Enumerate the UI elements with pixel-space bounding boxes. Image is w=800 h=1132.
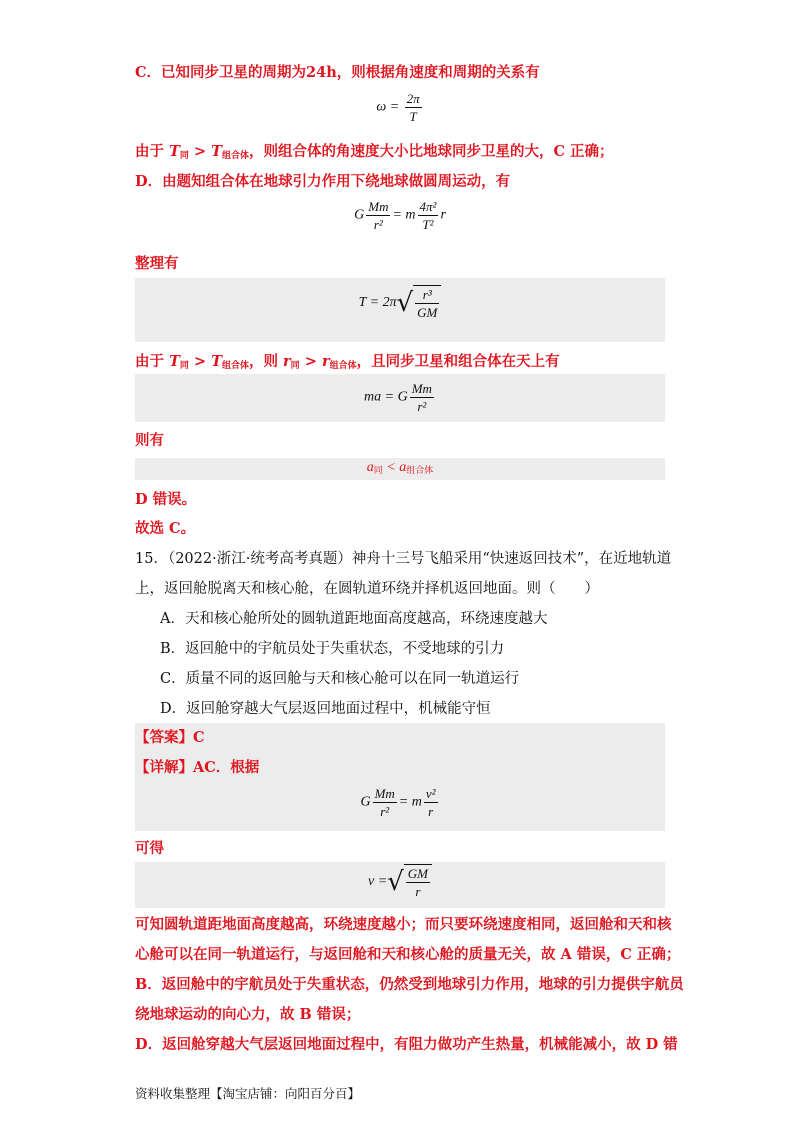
q15-option-a: A．天和核心舱所处的圆轨道距地面高度越高，环绕速度越大	[160, 611, 548, 627]
text-yuyu: 由于	[135, 353, 164, 370]
frac-Mm-r2: $\frac{Mm}{\text{r²}}$	[368, 199, 389, 232]
formula-omega	[135, 90, 665, 125]
formula-period: T = 2π√ $\frac{\text{r³}}{GM}$	[135, 285, 665, 321]
q15-option-b: B．返回舱中的宇航员处于失重状态，不受地球的引力	[160, 641, 505, 657]
sub-zuhe: 组合体	[221, 361, 249, 371]
sym-T: T	[211, 143, 222, 160]
part-d-step1: 整理有	[135, 255, 179, 272]
q15-answer	[135, 727, 665, 749]
part-d-choose: 故选 C。	[135, 520, 196, 537]
formula-a-compare	[135, 460, 665, 476]
formula-ma: ma = G $\frac{Mm}{\text{r²}}$	[364, 381, 432, 414]
sub-zuhe: 组合体	[329, 361, 357, 371]
part-c-conclusion-text: ，则组合体的角速度大小比地球同步卫星的大，C 正确；	[248, 143, 614, 160]
formula-omega-lhs: ω =	[376, 99, 400, 115]
sub-zuhe: 组合体	[406, 466, 434, 476]
q15-explain-5: D．返回舱穿越大气层返回地面过程中，有阻力做功产生热量，机械能减小，故 D 错	[135, 1036, 678, 1053]
sub-tong: 同	[179, 361, 189, 371]
text-ze: 则	[263, 353, 278, 370]
formula-gravity-period: G $\frac{Mm}{\text{r²}}$ = m $\frac{\text{4π²}}{\text{T²}}$ r	[354, 199, 446, 232]
q15-option-c: C．质量不同的返回舱与天和核心舱可以在同一轨道运行	[160, 671, 520, 687]
sym-r: r	[321, 353, 330, 370]
sub-tong: 同	[290, 361, 300, 371]
q15-option-d: D．返回舱穿越大气层返回地面过程中，机械能守恒	[160, 701, 491, 717]
page-footer: 资料收集整理【淘宝店铺：向阳百分百】	[135, 1086, 361, 1101]
q15-stem-line1: 15．（2022·浙江·统考高考真题）神舟十三号飞船采用“快速返回技术”，在近地轨道	[135, 551, 672, 567]
q15-kede: 可得	[135, 840, 164, 857]
text-yuyu: 由于	[135, 143, 164, 160]
answer-label: 【答案】	[135, 729, 193, 746]
answer-value: C	[193, 729, 205, 746]
detail-text: AC．根据	[193, 759, 260, 776]
sub-tong: 同	[179, 151, 189, 161]
sub-tong: 同	[373, 466, 383, 476]
frac-Mm-r2: $\frac{Mm}{\text{r²}}$	[411, 381, 432, 414]
part-d-intro: D．由题知组合体在地球引力作用下绕地球做圆周运动，有	[135, 173, 511, 190]
part-d-compare: 由于 $T_同 > T_{组合体}$，则 $r_同 > r_{组合体}$，且同步卫星和组合体在天上有	[135, 353, 560, 371]
sym-gt: >	[193, 353, 207, 370]
q15-stem-line2: 上，返回舱脱离天和核心舱，在圆轨道环绕并择机返回地面。则（ ）	[135, 581, 599, 597]
formula-omega-fraction	[405, 90, 422, 125]
part-d-compare-text: ，且同步卫星和组合体在天上有	[356, 353, 560, 370]
formula-omega-num: 2π	[406, 91, 420, 106]
sym-T: T	[211, 353, 222, 370]
sym-r: r	[283, 353, 291, 370]
q15-explain-2: 心舱可以在同一轨道运行，与返回舱和天和核心舱的质量无关，故 A 错误，C 正确；	[135, 946, 681, 963]
sub-zuhe: 组合体	[221, 151, 249, 161]
sym-T: T	[169, 353, 180, 370]
sym-lt: <	[386, 460, 396, 475]
sym-a: a	[366, 460, 374, 475]
part-c-conclusion	[135, 141, 665, 167]
q15-explain-4: 绕地球运动的向心力，故 B 错误；	[135, 1006, 361, 1023]
sym-a: a	[399, 460, 407, 475]
sqrt-r3-GM: √ $\frac{\text{r³}}{GM}$	[397, 285, 442, 321]
part-d-then: 则有	[135, 432, 164, 449]
frac-v2-r: $\frac{\text{v²}}{r}$	[425, 786, 436, 819]
part-c-intro: C．已知同步卫星的周期为24h，则根据角速度和周期的关系有	[135, 64, 540, 81]
sym-gt: >	[304, 353, 317, 370]
formula-gravity-velocity: G $\frac{Mm}{\text{r²}}$ = m $\frac{\text{v²}}{r}$	[360, 786, 436, 819]
part-d-wrong: D 错误。	[135, 491, 197, 508]
formula-velocity: v =√ $\frac{GM}{r}$	[135, 864, 665, 900]
sym-gt: >	[193, 143, 207, 160]
q15-detail	[135, 757, 665, 779]
detail-label: 【详解】	[135, 759, 193, 776]
q15-explain-3: B．返回舱中的宇航员处于失重状态，仍然受到地球引力作用，地球的引力提供宇航员	[135, 976, 684, 993]
frac-Mm-r2: $\frac{Mm}{\text{r²}}$	[374, 786, 395, 819]
sym-T: T	[169, 143, 180, 160]
sqrt-GM-r: √ $\frac{GM}{r}$	[387, 864, 432, 900]
frac-4pi2-T2: $\frac{\text{4π²}}{\text{T²}}$	[419, 199, 437, 232]
formula-omega-den: T	[409, 109, 417, 124]
q15-explain-1: 可知圆轨道距地面高度越高，环绕速度越小；而只要环绕速度相同，返回舱和天和核	[135, 916, 672, 933]
